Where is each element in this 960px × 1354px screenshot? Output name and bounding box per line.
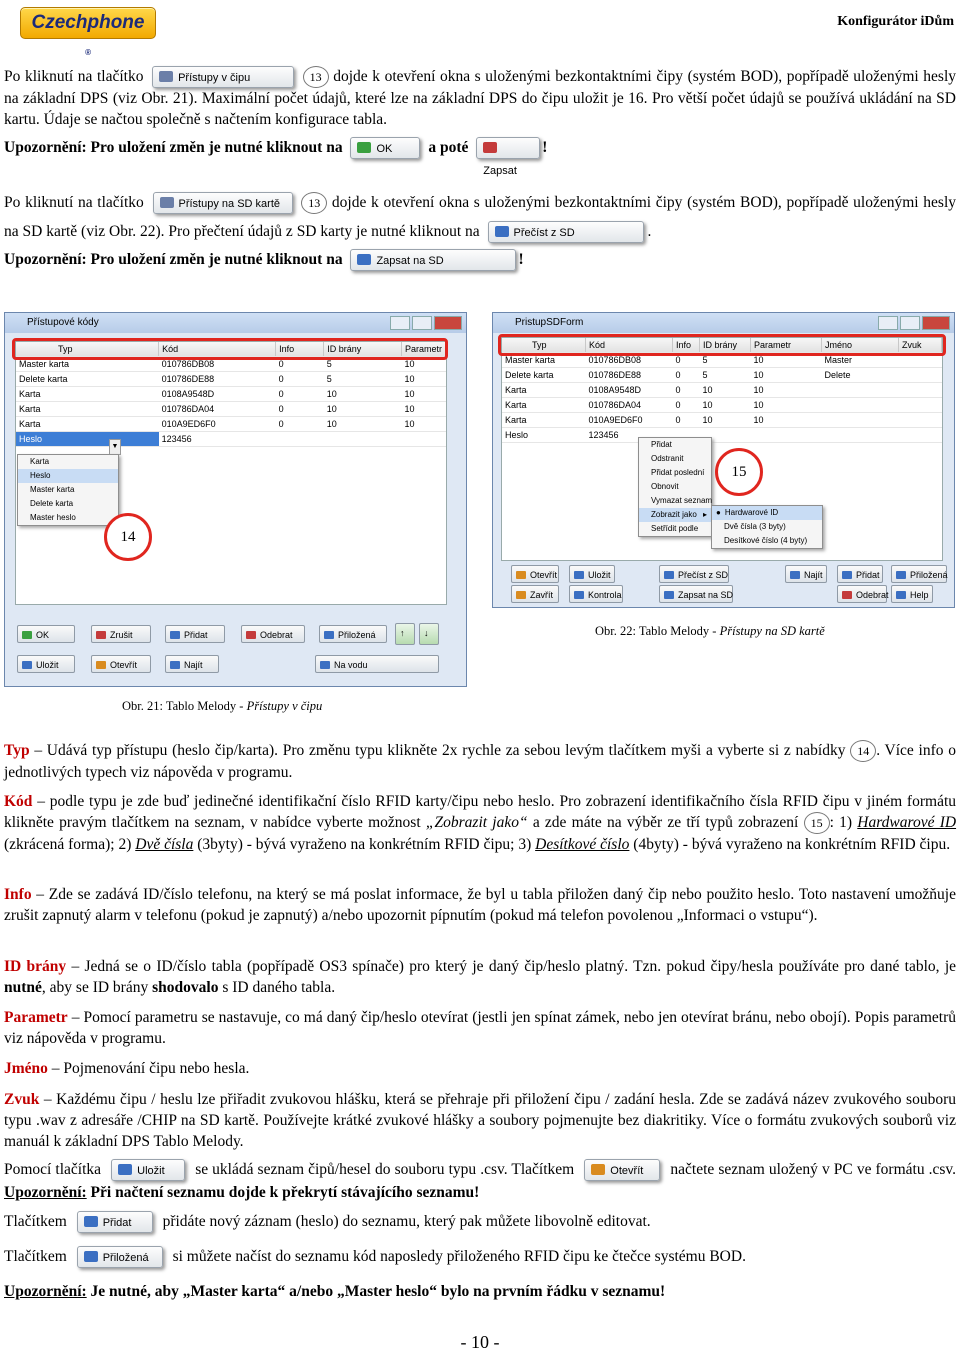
add-icon — [84, 1216, 98, 1227]
pridat-paragraph: Tlačítkem Přidat přidáte nový záznam (heslo) do seznamu, který pak můžete libovolně editovat. — [4, 1210, 651, 1233]
folder-icon — [96, 661, 106, 669]
pristupove-kody-window — [4, 312, 467, 687]
pristupy-na-sd-button[interactable]: Přístupy na SD kartě — [153, 192, 293, 214]
zobrazit-jako-submenu[interactable] — [711, 505, 823, 549]
pridat-button[interactable]: Přidat — [77, 1211, 153, 1233]
prilozena-button[interactable]: Přiložená — [77, 1246, 163, 1268]
search-icon — [790, 571, 800, 579]
najit-button[interactable]: Najít — [165, 655, 219, 673]
def-typ: Typ – Udává typ přístupu (heslo čip/karta). Pro změnu typu klikněte 2x rychle za sebou levým tlačítkem myši a vyberte si z nabídky 14 . Více info o jednotlivých typech viz nápověda v programu. — [4, 742, 957, 782]
header-highlight — [12, 338, 448, 360]
table-row[interactable]: Karta 010786DA04 0 10 10 — [16, 402, 446, 417]
help-button[interactable]: Help — [891, 585, 933, 603]
minimize-icon[interactable] — [878, 316, 898, 330]
folder-icon — [516, 571, 526, 579]
search-icon — [170, 661, 180, 669]
def-parametr: Parametr – Pomocí parametru se nastavuje, co má daný čip/heslo otevírat (jestli jen spínat zámek, nebo jen otevírat bránu, nebo obojí). Popis parametrů viz nápověda v programu. — [4, 1009, 957, 1047]
precist-z-sd-button[interactable]: Přečíst z SD — [659, 565, 729, 583]
kontrola-button[interactable]: Kontrola — [569, 585, 623, 603]
column-header[interactable]: Typ — [502, 338, 586, 353]
prilozena-button[interactable]: Přiložená — [319, 625, 387, 643]
chip-warning: Upozornění: Pro uložení změn je nutné kliknout na OK a poté Zapsat! — [4, 139, 548, 178]
page-number: - 10 - — [460, 1332, 500, 1352]
najit-button[interactable]: Najít — [785, 565, 827, 583]
check-icon — [357, 142, 371, 153]
save-icon — [574, 571, 584, 579]
zapsat-na-sd-button[interactable]: Zapsat na SD — [350, 249, 516, 271]
window-title: Přístupové kódy — [27, 317, 99, 328]
help-icon — [320, 661, 330, 669]
pridat-button[interactable]: Přidat — [837, 565, 883, 583]
callout-13: 13 — [303, 66, 329, 88]
move-down-button[interactable] — [419, 623, 439, 645]
column-header[interactable]: Kód — [159, 342, 276, 357]
column-header[interactable]: ID brány — [324, 342, 402, 357]
table-row[interactable]: Master karta 010786DB08 0 5 10 Master — [502, 353, 942, 368]
column-header[interactable]: Typ — [16, 342, 159, 357]
dropdown-item[interactable]: Heslo — [18, 469, 118, 483]
menu-item[interactable]: Setřídit podle — [651, 524, 699, 533]
add-icon — [842, 571, 852, 579]
type-dropdown-list[interactable] — [17, 454, 119, 526]
final-warning: Upozornění: Je nutné, aby „Master karta“ a/nebo „Master heslo“ bylo na prvním řádku v seznamu! — [4, 1283, 666, 1300]
check-icon — [22, 631, 32, 639]
table-row[interactable]: Karta 0108A9548D 0 10 10 — [16, 387, 446, 402]
callout-13: 13 — [301, 192, 327, 214]
help-icon — [896, 591, 906, 599]
remove-icon — [246, 631, 256, 639]
zapsat-button[interactable]: Zapsat — [476, 137, 540, 159]
pristupy-v-cipu-button[interactable]: Přístupy v čipu — [152, 66, 294, 88]
write-sd-icon — [357, 254, 371, 265]
context-menu[interactable] — [638, 437, 712, 537]
otevrit-button[interactable]: Otevřít — [584, 1159, 660, 1181]
table-row[interactable]: Karta 010786DA04 0 10 10 — [502, 398, 942, 413]
column-header[interactable]: Zvuk — [899, 338, 942, 353]
menu-item[interactable]: Obnovit — [651, 482, 679, 491]
remove-icon — [842, 591, 852, 599]
table-row[interactable]: Karta 0108A9548D 0 10 10 — [502, 383, 942, 398]
chip-icon — [896, 571, 906, 579]
chevron-right-icon: ▸ — [702, 510, 707, 519]
sd-warning: Upozornění: Pro uložení změn je nutné kliknout na Zapsat na SD ! — [4, 249, 524, 271]
dropdown-item[interactable]: Delete karta — [30, 499, 74, 508]
def-zvuk: Zvuk – Každému čipu / heslu lze přiřadit zvukovou hlášku, která se přehraje při přiložení čipu / zadání hesla. Zde se zadává název zvukového souboru typu .wav z adresáře /CHIP na SD kartě. Používejte krátké zvukové hlášky a soubory pojmenujte bez diakritiky. Více o formátu zvukových souborů viz manuál k základní DPS Tablo Melody. — [4, 1091, 957, 1150]
def-info: Info – Zde se zadává ID/číslo telefonu, na který se má poslat informace, že byl u tabla přiložen daný čip nebo použito heslo. Toto nastavení umožňuje zrušit zapnutý alarm v telefonu (pokud je zapnutý) a/nebo upozornit pípnutím (pokud má telefon povolenou „Informaci o vstupu“). — [4, 886, 956, 924]
cancel-icon — [96, 631, 106, 639]
close-icon — [516, 591, 526, 599]
chip-icon — [324, 631, 334, 639]
menu-item[interactable]: Zobrazit jako ▸ — [639, 508, 711, 522]
chip-icon — [84, 1251, 98, 1262]
table-row[interactable]: Master karta 010786DB08 0 5 10 — [16, 357, 446, 372]
dropdown-item[interactable]: Master karta — [30, 485, 75, 494]
otevrit-button[interactable]: Otevřít — [91, 655, 151, 673]
window-titlebar — [5, 313, 466, 333]
menu-item[interactable]: Přidat — [651, 440, 672, 449]
radio-dot-icon: ● — [716, 508, 721, 517]
precist-z-sd-button[interactable]: Přečíst z SD — [488, 221, 644, 243]
column-header[interactable]: ID brány — [700, 338, 751, 353]
def-jmeno: Jméno – Pojmenování čipu nebo hesla. — [4, 1060, 250, 1077]
maximize-icon[interactable] — [412, 316, 432, 330]
minimize-icon[interactable] — [390, 316, 410, 330]
dropdown-item[interactable]: Master heslo — [30, 513, 76, 522]
callout-14: 14 — [850, 740, 876, 762]
column-header[interactable]: Info — [276, 342, 324, 357]
folder-icon — [591, 1164, 605, 1175]
arrow-up-icon: ↑ — [400, 628, 405, 638]
column-header[interactable]: Parametr — [401, 342, 445, 357]
arrow-down-icon: ↓ — [424, 628, 429, 638]
menu-item[interactable]: Odstranit — [651, 454, 684, 463]
maximize-icon[interactable] — [900, 316, 920, 330]
dropdown-item[interactable]: Karta — [30, 457, 50, 466]
callout-15: 15 — [715, 448, 763, 496]
write-icon — [483, 142, 497, 153]
menu-item[interactable]: Vymazat seznam — [651, 496, 713, 505]
save-icon — [22, 661, 32, 669]
table-row[interactable]: Delete karta 010786DE88 0 5 10 — [16, 372, 446, 387]
napoveda-button[interactable]: Na vodu — [315, 655, 439, 673]
table-row[interactable]: Delete karta 010786DE88 0 5 10 Delete — [502, 368, 942, 383]
ulozit-button[interactable]: Uložit — [17, 655, 75, 673]
pridat-button[interactable]: Přidat — [165, 625, 225, 643]
column-header[interactable]: Info — [673, 338, 700, 353]
zapsat-na-sd-button[interactable]: Zapsat na SD — [659, 585, 733, 603]
table-row[interactable]: Karta 010A9ED6F0 0 10 10 — [502, 413, 942, 428]
key-icon — [160, 197, 174, 208]
column-header[interactable]: Kód — [586, 338, 673, 353]
prilozena-button[interactable]: Přiložená — [891, 565, 947, 583]
write-sd-icon — [664, 591, 674, 599]
ulozit-paragraph: Pomocí tlačítka Uložit se ukládá seznam čipů/hesel do souboru typu .csv. Tlačítkem Otevřít načtete seznam uložený v PC ve formátu .csv. Upozornění: Při načtení seznamu dojde k překrytí stávajícího seznamu! — [4, 1161, 957, 1202]
zavrit-button[interactable]: Zavřít — [511, 585, 559, 603]
submenu-item[interactable]: Desítkové číslo (4 byty) — [724, 536, 808, 545]
callout-14: 14 — [104, 513, 152, 561]
ok-button[interactable]: OK — [350, 137, 420, 159]
column-header[interactable]: Parametr — [751, 338, 822, 353]
table-row[interactable]: Heslo 123456 — [502, 428, 942, 443]
menu-item[interactable]: Přidat poslední — [651, 468, 705, 477]
save-icon — [118, 1164, 132, 1175]
ok-button[interactable]: OK — [17, 625, 75, 643]
chevron-down-icon[interactable]: ▼ — [109, 439, 121, 455]
move-up-button[interactable] — [395, 623, 415, 645]
close-icon[interactable] — [922, 316, 950, 330]
ulozit-button[interactable]: Uložit — [111, 1159, 185, 1181]
brand-logo: Czechphone ® — [20, 7, 156, 39]
column-header[interactable]: Jméno — [822, 338, 899, 353]
table-row[interactable]: Heslo 123456 — [16, 432, 446, 447]
doc-title: Konfigurátor iDům — [837, 14, 954, 29]
ulozit-button[interactable]: Uložit — [569, 565, 615, 583]
pristup-sd-window — [492, 312, 955, 608]
zrusit-button[interactable]: Zrušit — [91, 625, 151, 643]
figure-caption-22: Obr. 22: Tablo Melody - Přístupy na SD kartě — [595, 624, 825, 638]
callout-15: 15 — [804, 812, 830, 834]
submenu-item[interactable]: Dvě čísla (3 byty) — [724, 522, 786, 531]
header-highlight — [498, 334, 946, 356]
figure-caption-21: Obr. 21: Tablo Melody - Přístupy v čipu — [122, 699, 323, 713]
read-sd-icon — [664, 571, 674, 579]
key-icon — [159, 71, 173, 82]
def-kod: Kód – podle typu je zde buď jedinečné identifikační číslo RFID karty/čipu nebo heslo. Pro zobrazení identifikačního čísla RFID čipu v jiném formátu klikněte pravým tlačítkem na seznam, v nabídce vyberte možnost „Zobrazit jako“ a zde máte na výběr ze tří typů zobrazení 15 : 1) Hardwarové ID (zkrácená forma); 2) Dvě čísla (3byty) - bývá vyraženo na konkrétním RFID čipu; 3) Desítkové číslo (4byty) - bývá vyraženo na konkrétním RFID čipu. — [4, 793, 957, 854]
table-row[interactable]: Karta 010A9ED6F0 0 10 10 — [16, 417, 446, 432]
read-sd-icon — [495, 226, 509, 237]
add-icon — [170, 631, 180, 639]
def-id-brany: ID brány – Jedná se o ID/číslo tabla (popřípadě OS3 spínače) pro který je daný čip/heslo platný. Tzn. pokud čipy/hesla používáte pro dané tablo, je nutné, aby se ID brány shodovalo s ID daného tabla. — [4, 958, 956, 996]
window-title: PristupSDForm — [515, 317, 584, 328]
submenu-item[interactable]: ● Hardwarové ID — [712, 506, 822, 520]
intro-chip-paragraph: Po kliknutí na tlačítko Přístupy v čipu 13 dojde k otevření okna s uloženými bezkontaktními čipy (systém BOD), popřípadě uloženými hesly na základní DPS (viz Obr. 21). Maximální počet údajů, které lze na základní DPS do čipu uložit je 16. Pro větší počet údajů se používá ukládání na SD kartu. Údaje se načtou společně s načtením konfigurace tabla. — [4, 68, 957, 129]
odebrat-button[interactable]: Odebrat — [837, 585, 887, 603]
intro-sd-paragraph: Po kliknutí na tlačítko Přístupy na SD kartě 13 dojde k otevření okna s uloženými bezkontaktními čipy (systém BOD), popřípadě uloženými hesly na SD kartě (viz Obr. 22). Pro přečtení údajů z SD karty je nutné kliknout na Přečíst z SD . — [4, 188, 956, 246]
otevrit-button[interactable]: Otevřít — [511, 565, 559, 583]
odebrat-button[interactable]: Odebrat — [241, 625, 305, 643]
check-icon — [574, 591, 584, 599]
close-icon[interactable] — [434, 316, 462, 330]
prilozena-paragraph: Tlačítkem Přiložená si můžete načíst do seznamu kód naposledy přiloženého RFID čipu ke čtečce systému BOD. — [4, 1245, 746, 1268]
window-titlebar — [493, 313, 954, 333]
